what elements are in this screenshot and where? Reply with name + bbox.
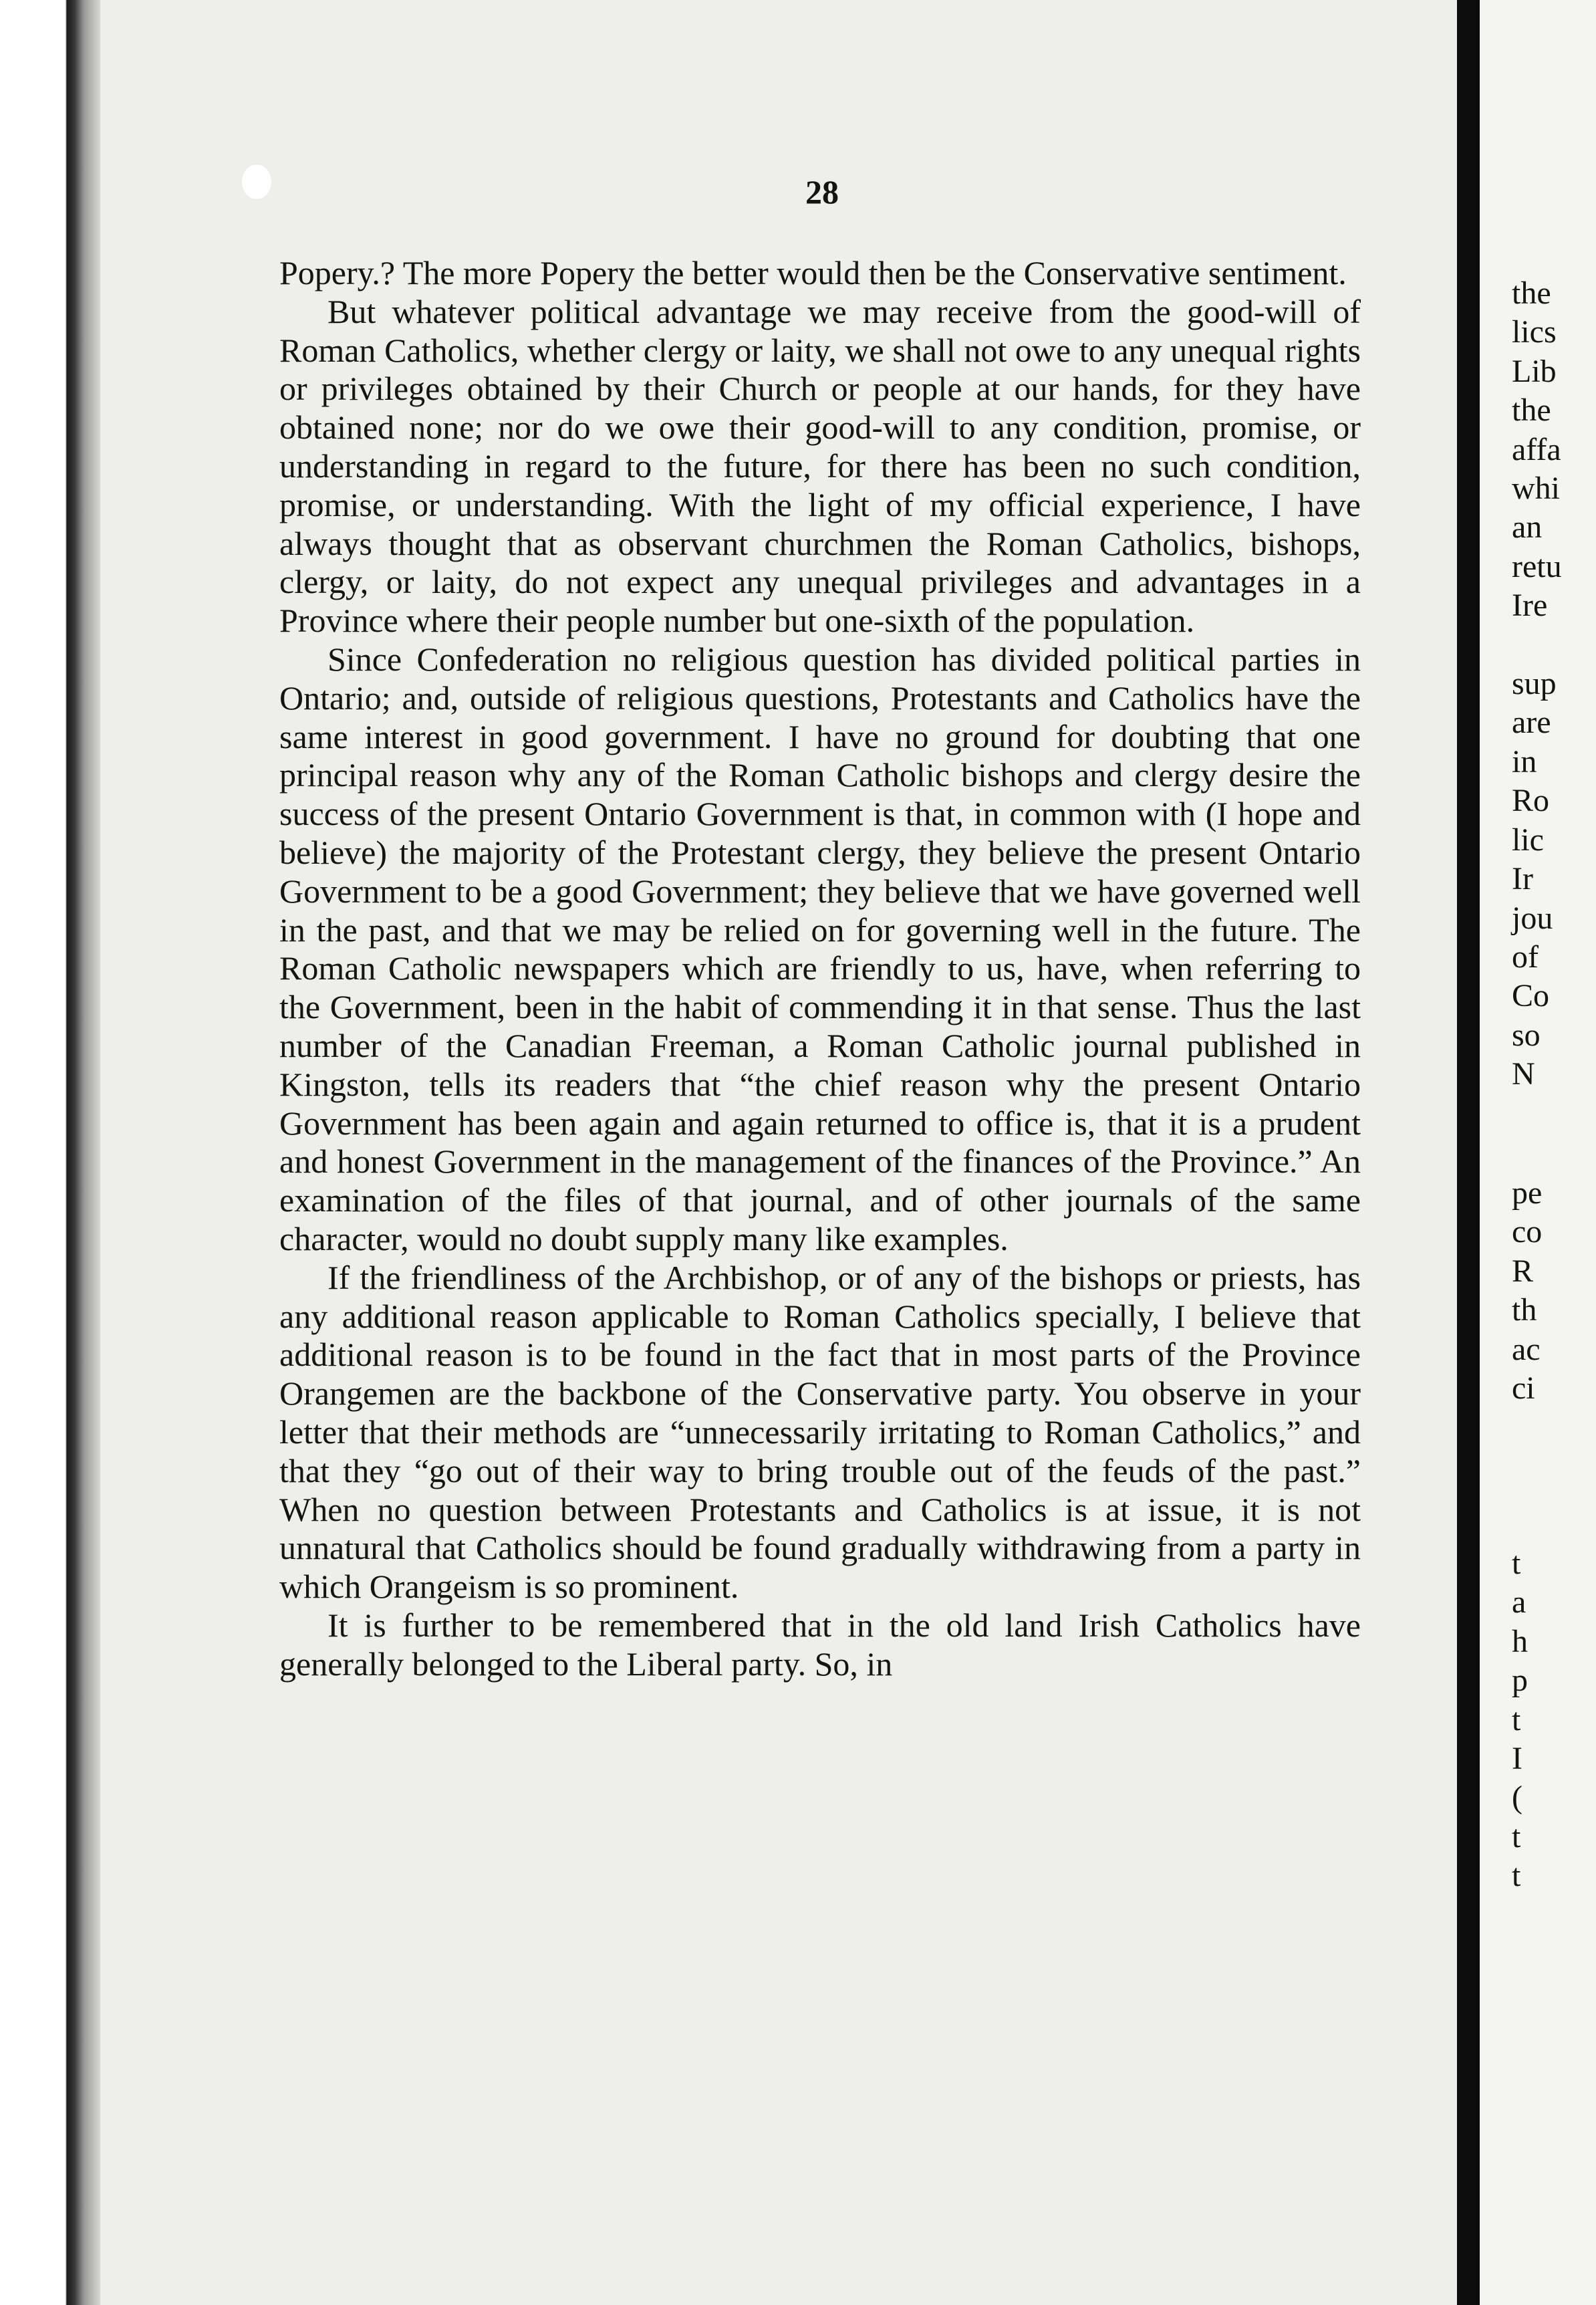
facing-page-fragment-top: the lics Lib the affa whi an retu Ire sup are in Ro lic Ir jou of Co so N [1512,275,1562,1092]
paragraph-2: But whatever political advantage we may receive from the good-will of Roman Catholics, whether clergy or laity, we shall not owe to any unequal rights or privileges obtained by their Church or people at our hands, for they have obtained none; nor do we owe their good-will to any condition, promise, or understanding in regard to the future, for there has been no such condition, promise, or understanding. With the light of my official experience, I have always thought that as observant churchmen the Roman Catholics, bishops, clergy, or laity, do not expect any unequal privileges and advantages in a Province where their people number but one-sixth of the population. [279,292,1361,640]
facing-page-fragment-middle: pe co R th ac ci [1512,1175,1543,1407]
page-number: 28 [805,173,839,211]
paragraph-5: It is further to be remembered that in the old land Irish Catholics have generally belonged to the Liberal party. So, in [279,1606,1361,1683]
binding-edge [0,0,100,2305]
paragraph-1: Popery.? The more Popery the better would then be the Conservative sentiment. [279,254,1347,291]
paragraph-3: Since Confederation no religious question has divided political parties in Ontario; and, outside of religious questions, Protestants and Catholics have the same interest in good government. I have no ground for doubting that one principal reason why any of the Roman Catholic bishops and clergy desire the success of the present Ontario Government is that, in common with (I hope and believe) the majority of the Protestant clergy, they believe the present Ontario Government to be a good Government; they believe that we have governed well in the past, and that we may be relied on for governing well in the future. The Roman Catholic newspapers which are friendly to us, have, when referring to the Government, been in the habit of commending it in that sense. Thus the last number of the Canadian Freeman, a Roman Catholic journal published in Kingston, tells its readers that “the chief reason why the present Ontario Government has been again and again returned to office is, that it is a prudent and honest Government in the management of the finances of the Province.” An examination of the files of that journal, and of other journals of the same character, would no doubt supply many like examples. [279,640,1361,1257]
paragraph-4: If the friendliness of the Archbishop, or of any of the bishops or priests, has any additional reason applicable to Roman Catholics specially, I believe that additional reason is to be found in the fact that in most parts of the Province Orangemen are the backbone of the Conservative party. You observe in your letter that their methods are “unnecessarily irritating to Roman Catholics,” and that they “go out of their way to bring trouble out of the feuds of the past.” When no question between Protestants and Catholics is at issue, it is not unnatural that Catholics should be found gradually withdrawing from a party in which Orangeism is so prominent. [279,1258,1361,1606]
body-text [279,254,1361,1683]
facing-page-fragment-bottom: t a h p t I ( t t [1512,1546,1528,1894]
page-divider [1457,0,1480,2305]
